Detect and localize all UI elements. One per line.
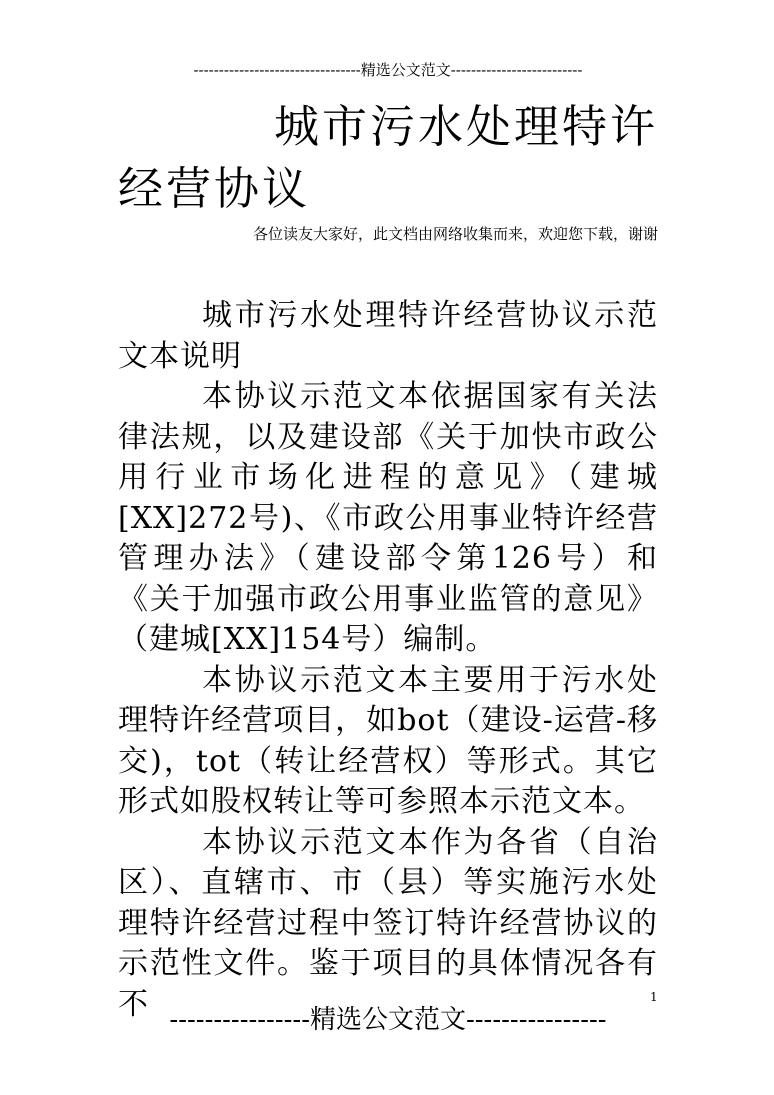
title-line-2: 经营协议 [118, 162, 311, 215]
body-paragraph: 本协议示范文本依据国家有关法律法规，以及建设部《关于加快市政公用行业市场化进程的意见》（建城[XX]272号)、《市政公用事业特许经营管理办法》（建设部令第126号）和《关于加强市政公用事业监管的意见》（建城[XX]154号）编制。 [118, 379, 658, 657]
body-paragraph: 本协议示范文本主要用于污水处理特许经营项目，如bot（建设-运营-移交)，tot（转让经营权）等形式。其它形式如股权转让等可参照本示范文本。 [118, 662, 658, 819]
body-paragraph: 本协议示范文本作为各省（自治区）、直辖市、市（县）等实施污水处理特许经营过程中签订特许经营协议的示范性文件。鉴于项目的具体情况各有不 [118, 824, 658, 1022]
body-paragraph-heading: 城市污水处理特许经营协议示范文本说明 [118, 298, 658, 374]
greeting-note: 各位读友大家好，此文档由网络收集而来，欢迎您下载，谢谢 [252, 225, 658, 243]
document-body [118, 296, 658, 1025]
page-number: 1 [650, 990, 658, 1004]
page-footer: ----------------精选公文范文---------------- [169, 1005, 607, 1035]
page-header: ---------------------------------精选公文范文-------------------------- [193, 61, 583, 79]
title-line-1: 城市污水处理特许 [273, 100, 658, 153]
document-title [118, 96, 658, 220]
